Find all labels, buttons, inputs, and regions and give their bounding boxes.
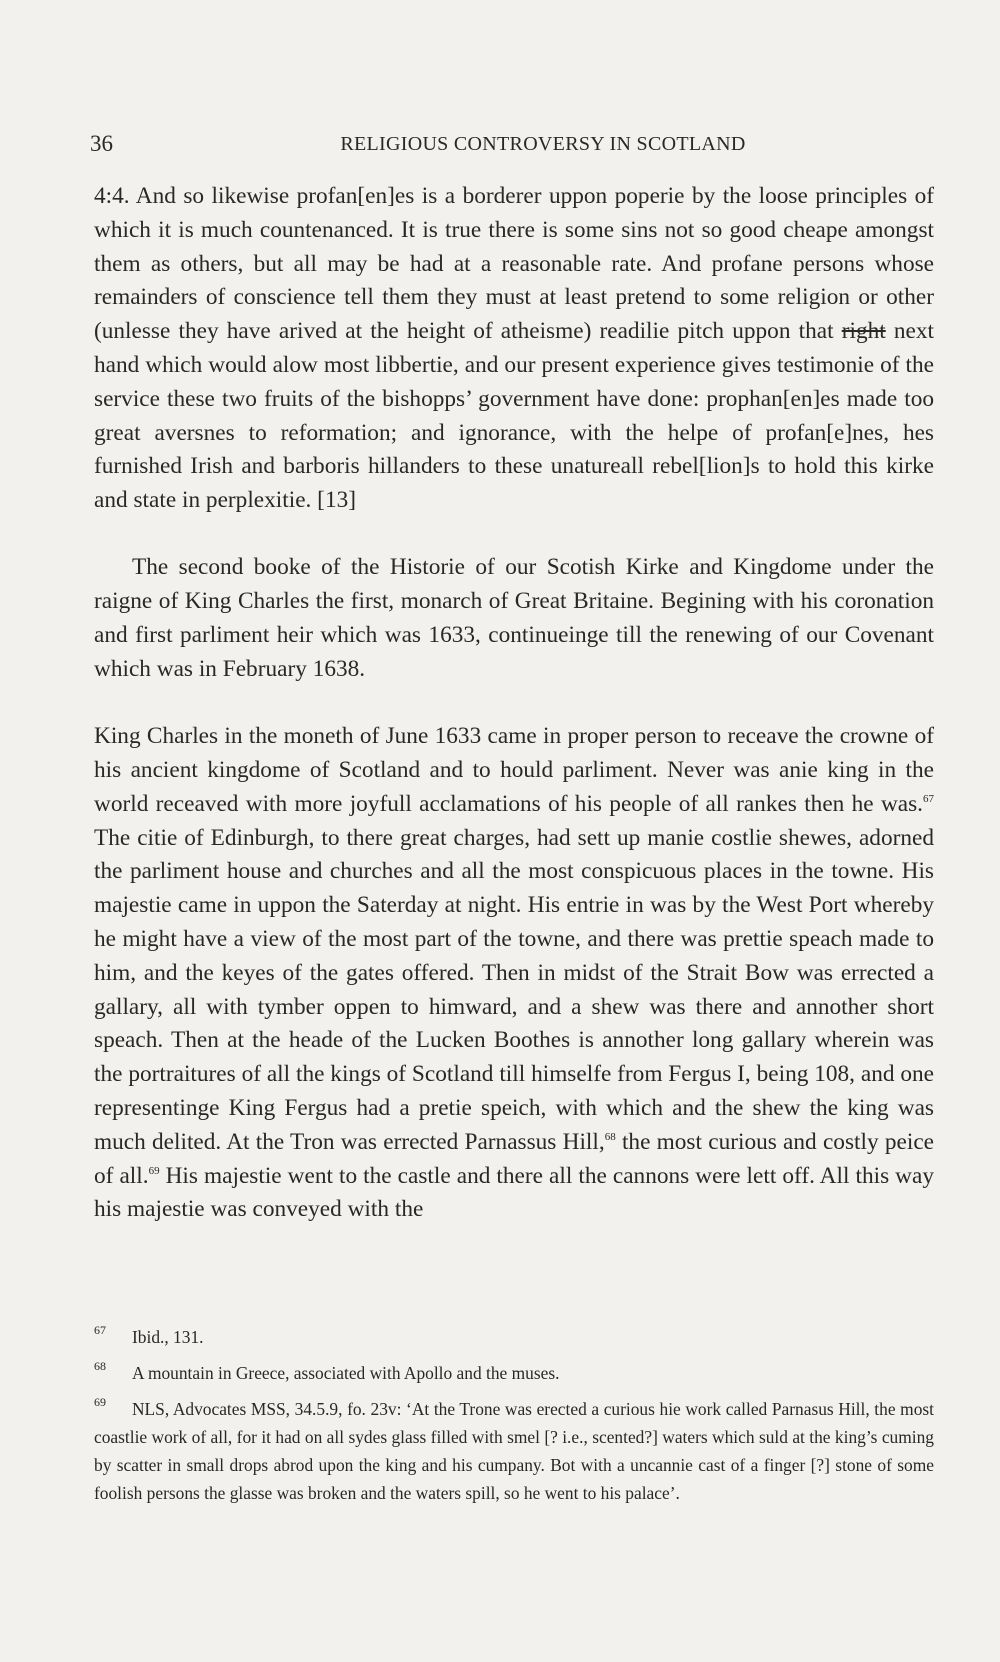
- footnote-68: 68 A mountain in Greece, associated with Apollo and the muses.: [94, 1359, 560, 1383]
- paragraph-3-text-d: His majestie went to the castle and there all the cannons were lett off. All this way his majestie was conveyed with the: [94, 1162, 934, 1223]
- footnote-69: 69 NLS, Advocates MSS, 34.5.9, fo. 23v: ‘At the Trone was erected a curious hie work called Parnasus Hill, the most coastlie work of all, for it had on all sydes glass filled with smel [? i.e., scented?] waters which suld at the king’s cuming by scatter in small drops abrod upon the king and his cumpany. Bot with a uncannie cast of a finger [?] stone of some foolish persons the glasse was broken and the waters spill, so he went to his palace’.: [94, 1395, 934, 1503]
- paragraph-3-text-c: the most curious and costly peice of all.: [94, 1128, 934, 1189]
- paragraph-1-text-b: next hand which would alow most libbertie, and our present experience gives testimonie of the service these two fruits of the bishopps’ government have done: prophan[en]es made too great aversnes to reformation; and ignorance, with the helpe of profan[e]nes, hes furnished Irish and barboris hillanders to these unatureall rebel[lion]s to hold this kirke and state in perplexitie. [13]: [94, 318, 934, 514]
- paragraph-1: [94, 180, 934, 518]
- footnotes: [94, 1323, 934, 1515]
- paragraph-2: The second booke of the Historie of our Scotish Kirke and Kingdome under the raigne of King Charles the first, monarch of Great Britaine. Begining with his coronation and first parliment heir which was 1633, continueinge till the renewing of our Covenant which was in February 1638.: [94, 554, 934, 682]
- body-text: [94, 180, 934, 1227]
- footnote-ref-69[interactable]: 69: [148, 1164, 160, 1177]
- struck-word: right: [841, 318, 886, 345]
- footnote-text: NLS, Advocates MSS, 34.5.9, fo. 23v: ‘At the Trone was erected a curious hie work called Parnasus Hill, the most coastlie work of all, for it had on all sydes glass filled with smel [? i.e., scented?] waters which suld at the king’s cuming by scatter in small drops abrod upon the king and his cumpany. Bot with a uncannie cast of a finger [?] stone of some foolish persons the glasse was broken and the waters spill, so he went to his palace’.: [94, 1399, 934, 1503]
- footnote-text: Ibid., 131.: [132, 1327, 204, 1347]
- footnote-67: 67 Ibid., 131.: [94, 1323, 204, 1347]
- paragraph-3-text-b: The citie of Edinburgh, to there great charges, had sett up manie costlie shewes, adorned the parliment house and churches and all the most conspicuous places in the towne. His majestie came in uppon the Saterday at night. His entrie in was by the West Port whereby he might have a view of the most part of the towne, and there was prettie speach made to him, and the keyes of the gates offered. Then in midst of the Strait Bow was errected a gallary, all with tymber oppen to himward, and a shew was there and annother short speach. Then at the heade of the Lucken Boothes is annother long gallary wherein was the portraitures of all the kings of Scotland till himselfe from Fergus I, being 108, and one representinge King Fergus had a pretie speich, with which and the shew the king was much delited. At the Tron was errected Parnassus Hill,: [94, 824, 934, 1155]
- footnote-ref-68[interactable]: 68: [604, 1130, 616, 1143]
- page-number: 36: [90, 131, 113, 156]
- paragraph-1-text-a: 4:4. And so likewise profan[en]es is a borderer uppon poperie by the loose principles of which it is much countenanced. It is true there is some sins not so good cheape amongst them as others, but all may be had at a reasonable rate. And profane persons whose remainders of conscience tell them they must at least pretend to some religion or other (unlesse they have arived at the height of atheisme) readilie pitch uppon that: [94, 183, 934, 345]
- footnote-ref-67[interactable]: 67: [923, 792, 934, 805]
- running-head: RELIGIOUS CONTROVERSY IN SCOTLAND: [340, 133, 746, 155]
- paragraph-3-text-a: King Charles in the moneth of June 1633 came in proper person to receave the crowne of his ancient kingdome of Scotland and to hould parliment. Never was anie king in the world receaved with more joyfull acclamations of his people of all rankes then he was.: [94, 723, 934, 817]
- paragraph-3: [94, 720, 934, 1227]
- footnote-text: A mountain in Greece, associated with Apollo and the muses.: [132, 1363, 560, 1383]
- page-header: [90, 128, 936, 160]
